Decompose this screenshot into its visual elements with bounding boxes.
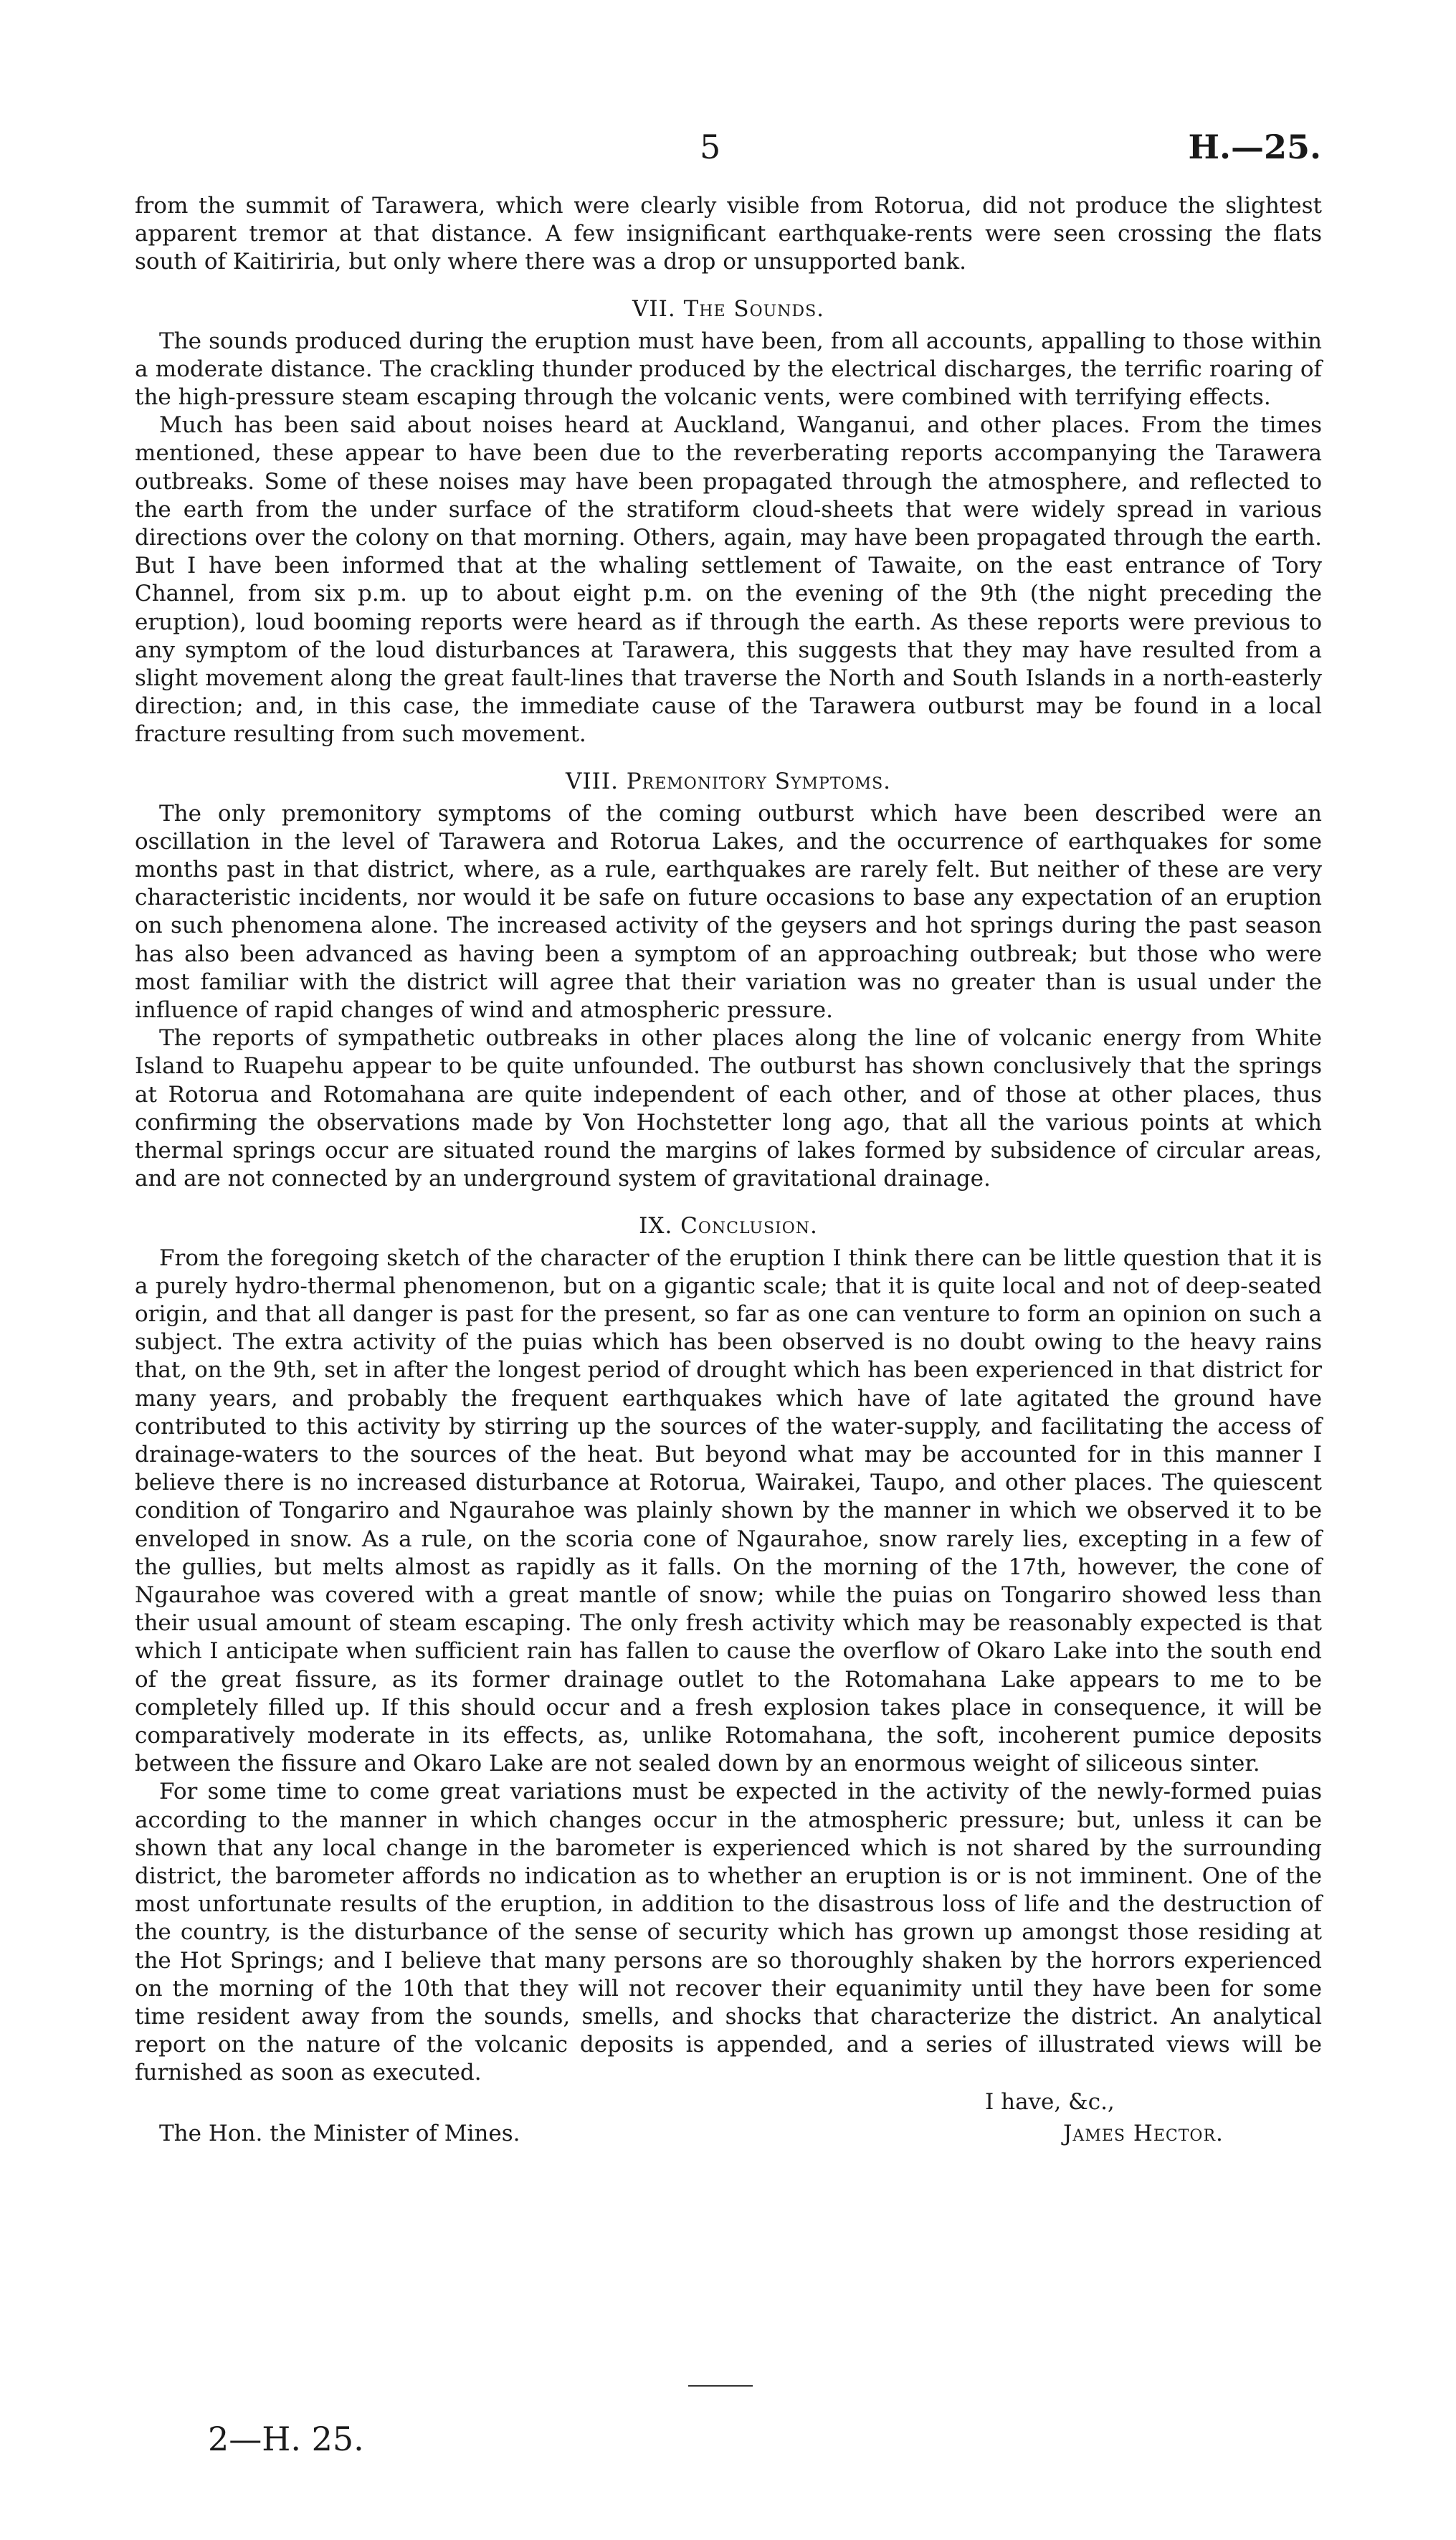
paragraph: Much has been said about noises heard at Auckland, Wanganui, and other places. From the times mentioned, these appear to have been due to the reverberating reports accompanying the Tarawera outbreaks. Some of these noises may have been propagated through the atmosphere, and reflected to the earth from the under surface of the stratiform cloud-sheets that were widely spread in various directions over the colony on that morning. Others, again, may have been propagated through the earth. But I have been informed that at the whaling settlement of Tawaite, on the east entrance of Tory Channel, from six p.m. up to about eight p.m. on the evening of the 9th (the night preceding the eruption), loud booming reports were heard as if through the earth. As these reports were previous to any symptom of the loud disturbances at Tarawera, this suggests that they may have resulted from a slight movement along the great fault-lines that traverse the North and South Islands in a north-easterly direction; and, in this case, the immediate cause of the Tarawera outburst may be found in a local fracture resulting from such movement. — [135, 412, 1322, 748]
divider-rule — [688, 2385, 753, 2387]
closing-formula: I have, &c., — [985, 2088, 1115, 2115]
paragraph: From the foregoing sketch of the character of the eruption I think there can be little question that it is a purely hydro-thermal phenomenon, but on a gigantic scale; that it is quite local and not of deep-seated origin, and that all danger is past for the present, so far as one can venture to form an opinion on such a subject. The extra activity of the puias which has been observed is no doubt owing to the heavy rains that, on the 9th, set in after the longest period of drought which has been experienced in that district for many years, and probably the frequent earthquakes which have of late agitated the ground have contributed to this activity by stirring up the sources of the water-supply, and facilitating the access of drainage-waters to the sources of the heat. But beyond what may be accounted for in this manner I believe there is no increased disturbance at Rotorua, Wairakei, Taupo, and other places. The quiescent condition of Tongariro and Ngaurahoe was plainly shown by the manner in which we observed it to be enveloped in snow. As a rule, on the scoria cone of Ngaurahoe, snow rarely lies, excepting in a few of the gullies, but melts almost as rapidly as it falls. On the morning of the 17th, however, the cone of Ngaurahoe was covered with a great mantle of snow; while the puias on Tongariro showed less than their usual amount of steam escaping. The only fresh activity which may be reasonably expected is that which I anticipate when sufficient rain has fallen to cause the overflow of Okaro Lake into the south end of the great fissure, as its former drainage outlet to the Rotomahana Lake appears to me to be completely filled up. If this should occur and a fresh explosion takes place in consequence, it will be comparatively moderate in its effects, as, unlike Rotomahana, the soft, incoherent pumice deposits between the fissure and Okaro Lake are not sealed down by an enormous weight of siliceous sinter. — [135, 1245, 1322, 1777]
addressee: The Hon. the Minister of Mines. — [159, 2120, 520, 2146]
intro-paragraph: from the summit of Tarawera, which were clearly visible from Rotorua, did not produce the slightest apparent tremor at that distance. A few insignificant earthquake-rents were seen crossing the flats south of Kaitiriria, but only where there was a drop or unsupported bank. — [135, 193, 1322, 275]
section-heading-premonitory-symptoms: VIII. Premonitory Symptoms. — [565, 768, 892, 794]
paragraph: The only premonitory symptoms of the coming outburst which have been described were an oscillation in the level of Tarawera and Rotorua Lakes, and the occurrence of earthquakes for some months past in that district, where, as a rule, earthquakes are rarely felt. But neither of these are very characteristic incidents, nor would it be safe on future occasions to base any expectation of an eruption on such phenomena alone. The increased activity of the geysers and hot springs during the past season has also been advanced as having been a symptom of an approaching outbreak; but those who were most familiar with the district will agree that their variation was no greater than is usual under the influence of rapid changes of wind and atmospheric pressure. — [135, 800, 1322, 1024]
closing-block — [135, 2089, 1322, 2154]
signature: James Hector. — [1063, 2120, 1224, 2146]
running-head — [0, 128, 1456, 171]
paragraph: The reports of sympathetic outbreaks in other places along the line of volcanic energy from White Island to Ruapehu appear to be quite unfounded. The outburst has shown conclusively that the springs at Rotorua and Rotomahana are quite independent of each other, and of those at other places, thus confirming the observations made by Von Hochstetter long ago, that all the various points at which thermal springs occur are situated round the margins of lakes formed by subsidence of circular areas, and are not connected by an underground system of gravitational drainage. — [135, 1025, 1322, 1192]
section-heading-conclusion: IX. Conclusion. — [639, 1212, 818, 1239]
paragraph: For some time to come great variations must be expected in the activity of the newly-formed puias according to the manner in which changes occur in the atmospheric pressure; but, unless it can be shown that any local change in the barometer is experienced which is not shared by the surrounding district, the barometer affords no indication as to whether an eruption is or is not imminent. One of the most unfortunate results of the eruption, in addition to the disastrous loss of life and the destruction of the country, is the disturbance of the sense of security which has grown up amongst those residing at the Hot Springs; and I believe that many persons are so thoroughly shaken by the horrors experienced on the morning of the 10th that they will not recover their equanimity until they have been for some time resident away from the sounds, smells, and shocks that characterize the district. An analytical report on the nature of the volcanic deposits is appended, and a series of illustrated views will be furnished as soon as executed. — [135, 1779, 1322, 2086]
printer-signature-mark: 2—H. 25. — [208, 2420, 364, 2458]
paragraph: The sounds produced during the eruption must have been, from all accounts, appalling to those within a moderate distance. The crackling thunder produced by the electrical discharges, the terrific roaring of the high-pressure steam escaping through the volcanic vents, were combined with terrifying effects. — [135, 328, 1322, 411]
body-text — [135, 192, 1322, 2154]
page-number: 5 — [700, 128, 721, 166]
document-reference: H.—25. — [1188, 128, 1321, 166]
section-heading-sounds: VII. The Sounds. — [632, 295, 824, 322]
